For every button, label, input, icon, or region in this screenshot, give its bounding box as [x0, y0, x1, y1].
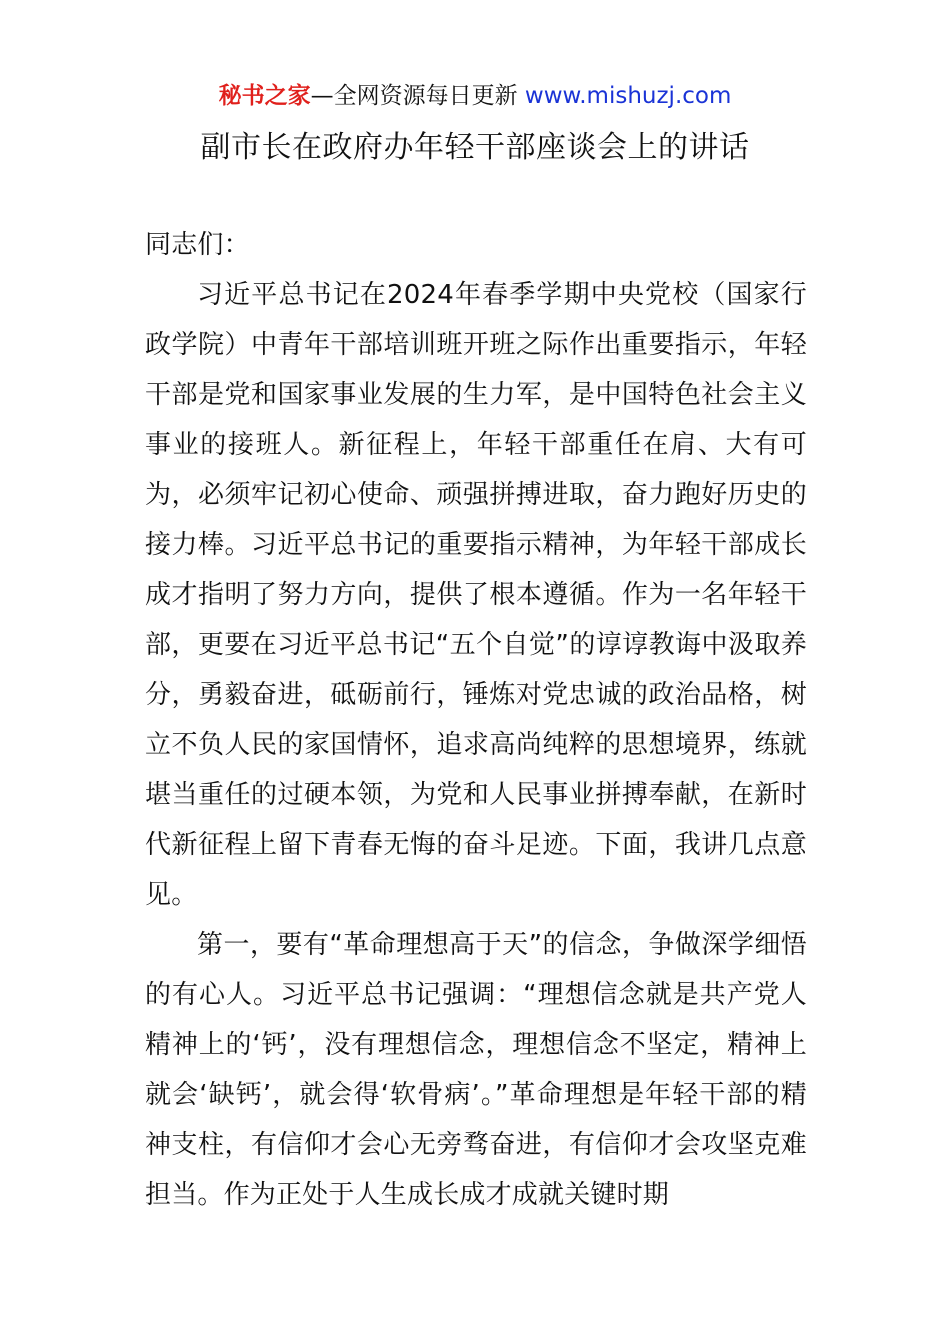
- document-body: [145, 220, 807, 1220]
- paragraph-intro: 习近平总书记在2024年春季学期中央党校（国家行政学院）中青年干部培训班开班之际作出重要指示，年轻干部是党和国家事业发展的生力军，是中国特色社会主义事业的接班人。新征程上，年轻干部重任在肩、大有可为，必须牢记初心使命、顽强拼搏进取，奋力跑好历史的接力棒。习近平总书记的重要指示精神，为年轻干部成长成才指明了努力方向，提供了根本遵循。作为一名年轻干部，更要在习近平总书记“五个自觉”的谆谆教诲中汲取养分，勇毅奋进，砥砺前行，锤炼对党忠诚的政治品格，树立不负人民的家国情怀，追求高尚纯粹的思想境界，练就堪当重任的过硬本领，为党和人民事业拼搏奉献，在新时代新征程上留下青春无悔的奋斗足迹。下面，我讲几点意见。: [145, 280, 807, 910]
- document-title: 副市长在政府办年轻干部座谈会上的讲话: [200, 130, 750, 165]
- site-banner: [0, 80, 950, 112]
- site-url-link[interactable]: www.mishuzj.com: [524, 83, 732, 109]
- greeting: 同志们：: [145, 230, 250, 260]
- site-brand: 秘书之家: [218, 83, 311, 109]
- site-tagline: —全网资源每日更新: [310, 83, 525, 109]
- paragraph-first-point: 第一，要有“革命理想高于天”的信念，争做深学细悟的有心人。习近平总书记强调：“理想信念就是共产党人精神上的‘钙’，没有理想信念，理想信念不坚定，精神上就会‘缺钙’，就会得‘软骨病’。”革命理想是年轻干部的精神支柱，有信仰才会心无旁骛奋进，有信仰才会攻坚克难担当。作为正处于人生成长成才成就关键时期: [145, 930, 807, 1210]
